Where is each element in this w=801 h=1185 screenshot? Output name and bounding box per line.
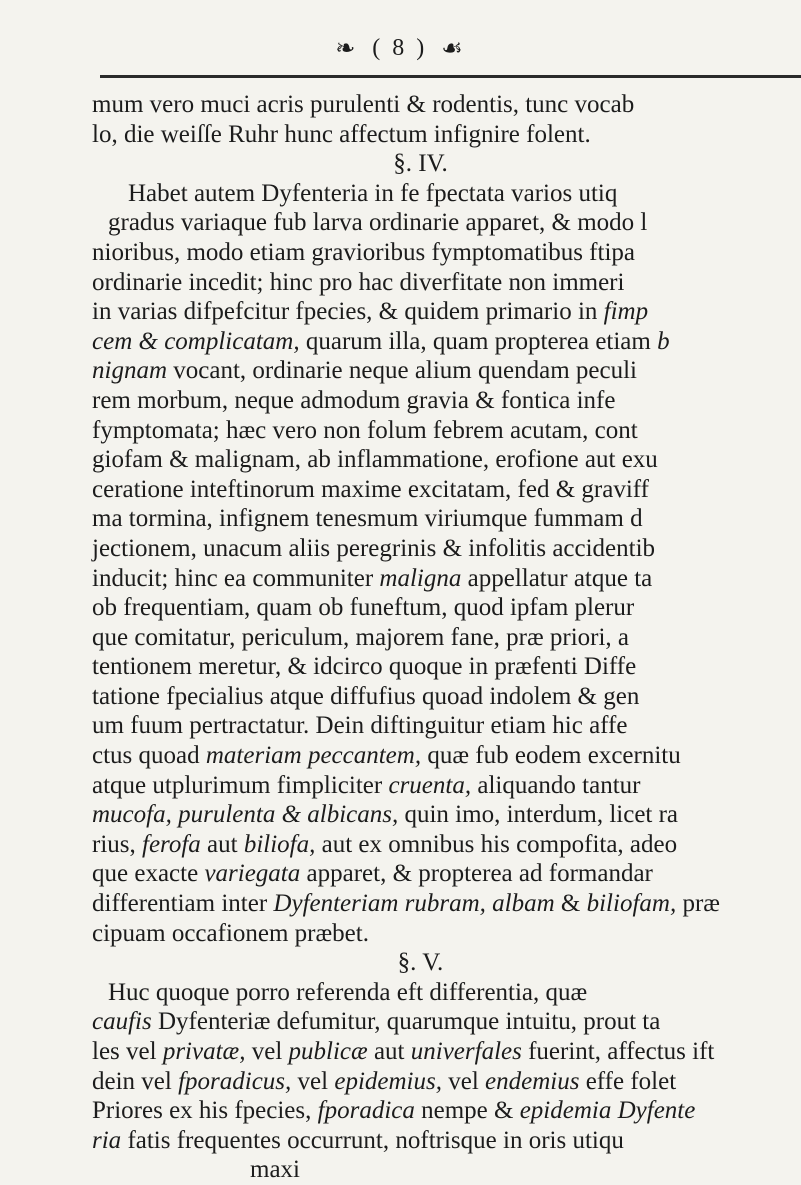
text-line: um fuum pertractatur. Dein diftinguitur etiam hic affe — [92, 712, 628, 740]
text-line: que comitatur, periculum, majorem fane, præ priori, a — [92, 623, 630, 651]
text-line: tentionem meretur, & idcirco quoque in præfenti Diffe — [92, 653, 637, 681]
text-line: ctus quoad materiam peccantem, quæ fub eodem excernitu — [92, 742, 681, 770]
section-heading: §. V. — [397, 949, 444, 977]
text-line: dein vel fporadicus, vel epidemius, vel endemius effe folet — [92, 1067, 677, 1095]
text-line: ria fatis frequentes occurrunt, noftrisque in oris utiqu — [92, 1126, 624, 1154]
text-line: lo, die weiſſe Ruhr hunc affectum infignire folent. — [92, 120, 591, 148]
text-line: caufis Dyfenteriæ defumitur, quarumque intuitu, prout ta — [92, 1008, 661, 1036]
text-line: rius, ferofa aut biliofa, aut ex omnibus his compofita, adeo — [92, 830, 678, 858]
text-line: differentiam inter Dyfenteriam rubram, albam & biliofam, præ — [92, 890, 720, 918]
text-line: cem & complicatam, quarum illa, quam propterea etiam b — [92, 327, 670, 355]
section-heading: §. IV. — [393, 150, 448, 178]
text-line: in varias difpefcitur fpecies, & quidem primario in fimp — [92, 298, 649, 326]
text-line: ob frequentiam, quam ob funeftum, quod ipfam plerur — [92, 594, 635, 622]
text-line: mucofa, purulenta & albicans, quin imo, interdum, licet ra — [92, 801, 679, 829]
text-line: rem morbum, neque admodum gravia & fontica infe — [92, 386, 616, 414]
text-line: Huc quoque porro referenda eft differentia, quæ — [108, 978, 588, 1006]
text-line: Habet autem Dyfenteria in fe fpectata varios utiq — [128, 179, 618, 207]
text-line: inducit; hinc ea communiter maligna appellatur atque ta — [92, 564, 653, 592]
body-text — [0, 90, 801, 1185]
header-ornament-left: ❧ — [335, 35, 359, 62]
text-line: tatione fpecialius atque diffufius quoad indolem & gen — [92, 682, 640, 710]
text-line: atque utplurimum fimpliciter cruenta, aliquando tantur — [92, 771, 641, 799]
text-line: nignam vocant, ordinarie neque alium quendam peculi — [92, 357, 637, 385]
text-line: mum vero muci acris purulenti & rodentis, tunc vocab — [92, 91, 635, 118]
text-line: que exacte variegata apparet, & propterea ad formandar — [92, 860, 653, 888]
text-line: fymptomata; hæc vero non folum febrem acutam, cont — [92, 416, 638, 444]
text-line: ma tormina, infignem tenesmum viriumque fummam d — [92, 505, 643, 533]
text-line: Priores ex his fpecies, fporadica nempe & epidemia Dyfente — [92, 1097, 696, 1125]
text-line: ceratione inteftinorum maxime excitatam, fed & graviff — [92, 475, 649, 503]
text-line: ordinarie incedit; hinc pro hac diverfitate non immeri — [92, 268, 625, 296]
text-line: nioribus, modo etiam gravioribus fymptomatibus ftipa — [92, 238, 635, 266]
page-number: ( 8 ) — [372, 34, 428, 61]
text-line: les vel privatæ, vel publicæ aut univerfales fuerint, affectus ift — [92, 1038, 715, 1065]
text-line: gradus variaque fub larva ordinarie apparet, & modo l — [108, 209, 648, 237]
header-ornament-right: ☙ — [441, 35, 466, 62]
text-line: giofam & malignam, ab inflammatione, erofione aut exu — [92, 446, 658, 474]
text-line: cipuam occafionem præbet. — [92, 919, 369, 947]
text-line: maxi — [250, 1156, 300, 1184]
header-rule — [100, 75, 801, 78]
text-line: jectionem, unacum aliis peregrinis & infolitis accidentib — [92, 534, 656, 562]
page-header — [0, 28, 801, 68]
